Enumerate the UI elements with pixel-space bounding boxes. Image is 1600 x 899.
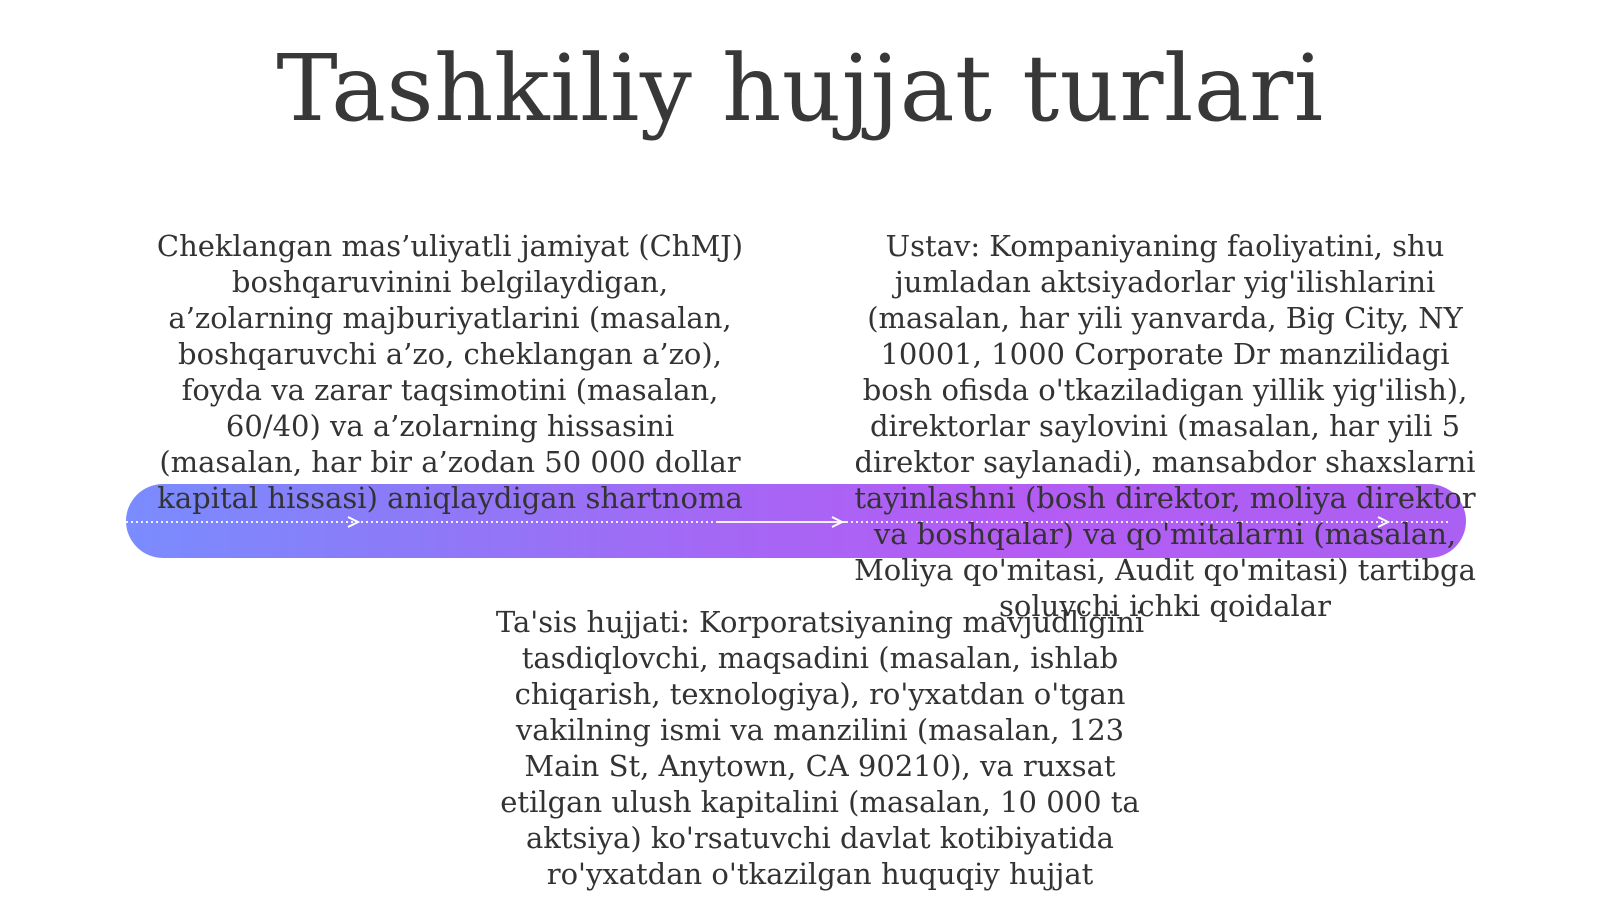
milestone-llc-agreement: Cheklangan mas’uliyatli jamiyat (ChMJ) boshqaruvinini belgilaydigan, a’zolarning majburiyatlarini (masalan, boshqaruvchi a’zo, cheklangan a’zo), foyda va zarar taqsimotini (masalan, 60/40) va a’zolarning hissasini (masalan, har bir a’zodan 50 000 dollar kapital hissasi) aniqlaydigan shartnoma	[156, 229, 744, 515]
milestone-articles-of-incorporation: Ta'sis hujjati: Korporatsiyaning mavjudligini tasdiqlovchi, maqsadini (masalan, ishlab chiqarish, texnologiya), ro'yxatdan o'tgan vakilning ismi va manzilini (masalan, 123 Main St, Anytown, CA 90210), va ruxsat etilgan ulush kapitalini (masalan, 10 000 ta aktsiya) ko'rsatuvchi davlat kotibiyatida ro'yxatdan o'tkazilgan huquqiy hujjat	[495, 605, 1145, 891]
slide-title: Tashkiliy hujjat turlari	[276, 35, 1324, 142]
milestone-bylaws: Ustav: Kompaniyaning faoliyatini, shu jumladan aktsiyadorlar yig'ilishlarini (masalan, har yili yanvarda, Big City, NY 10001, 1000 Corporate Dr manzilidagi bosh ofisda o'tkaziladigan yillik yig'ilish), direktorlar saylovini (masalan, har yili 5 direktor saylanadi), mansabdor shaxslarni tayinlashni (bosh direktor, moliya direktor va boshqalar) va qo'mitalarni (masalan, Moliya qo'mitasi, Audit qo'mitasi) tartibga soluvchi ichki qoidalar	[854, 229, 1476, 623]
